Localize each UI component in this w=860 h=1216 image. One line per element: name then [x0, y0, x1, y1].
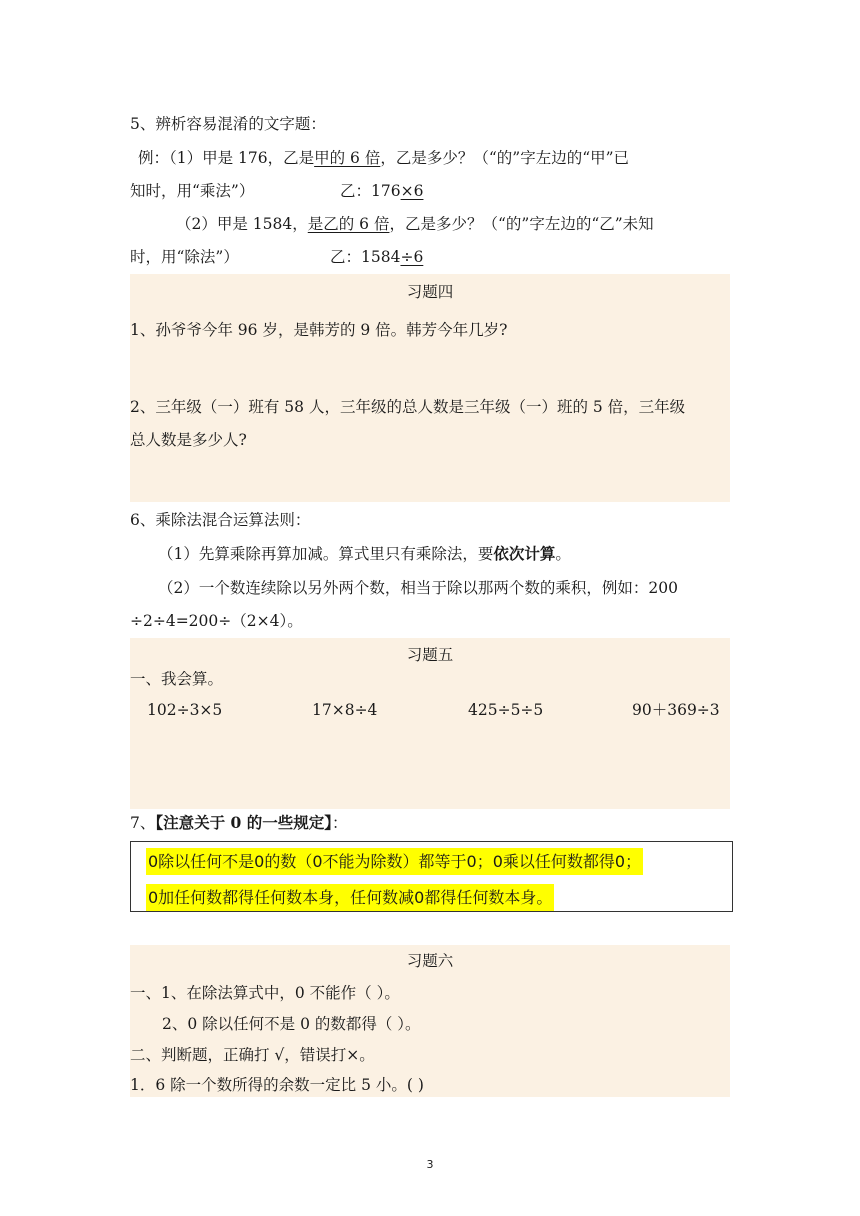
example-2-answer-op: ÷6 [400, 248, 424, 266]
exercise-5-item: 17×8÷4 [312, 701, 378, 719]
example-2-text-a: （2）甲是 1584， [176, 215, 308, 233]
section-7-number: 7、 [130, 814, 156, 832]
example-1-text-b: ，乙是多少？（“的”字左边的“甲”已 [380, 149, 630, 167]
example-1-answer-text: 乙：176 [340, 182, 401, 200]
rule-1-end: 。 [555, 545, 571, 563]
exercise-4-box [130, 274, 730, 502]
section-7-heading: 【注意关于 0 的一些规定】 [155, 813, 332, 832]
exercise-6-question-1: 一、1、在除法算式中，0 不能作（ ）。 [130, 984, 400, 1002]
example-1-text-a: 例：（1）甲是 176，乙是 [138, 149, 315, 167]
rule-1 [158, 544, 571, 564]
page-number: 3 [426, 1158, 434, 1171]
zero-rule-line-2-text: 0加任何数都得任何数本身，任何数减0都得任何数本身。 [146, 884, 554, 911]
example-2-line-2: 时，用“除法”） [130, 248, 239, 266]
example-1-answer-op: ×6 [400, 182, 424, 200]
example-1-answer [340, 181, 423, 201]
exercise-5-item: 102÷3×5 [147, 701, 223, 719]
section-7-colon: ： [331, 814, 348, 832]
exercise-5-subtitle: 一、我会算。 [130, 670, 224, 688]
exercise-4-question-2-line-1: 2、三年级（一）班有 58 人，三年级的总人数是三年级（一）班的 5 倍，三年级 [130, 398, 686, 416]
rule-2-line-2: ÷2÷4=200÷（2×4）。 [130, 612, 303, 630]
exercise-6-question-3: 二、判断题，正确打 √，错误打×。 [130, 1046, 375, 1064]
zero-rule-line-1-text: 0除以任何不是0的数（0不能为除数）都等于0；0乘以任何数都得0； [146, 848, 643, 875]
exercise-6-question-2: 2、0 除以任何不是 0 的数都得（ ）。 [162, 1015, 421, 1033]
example-2-underlined: 是乙的 6 倍 [307, 215, 390, 233]
exercise-4-question-2-line-2: 总人数是多少人? [130, 431, 247, 449]
example-1-underlined: 甲的 6 倍 [314, 149, 381, 167]
rule-1-text: （1）先算乘除再算加减。算式里只有乘除法，要 [158, 545, 494, 563]
exercise-5-title: 习题五 [406, 646, 454, 664]
exercise-6-question-4: 1．6 除一个数所得的余数一定比 5 小。( ) [130, 1076, 424, 1094]
exercise-6-title: 习题六 [406, 952, 454, 970]
exercise-4-question-1: 1、孙爷爷今年 96 岁，是韩芳的 9 倍。韩芳今年几岁? [130, 321, 508, 339]
section-5-title: 5、辨析容易混淆的文字题： [130, 115, 326, 133]
example-2-answer-text: 乙：1584 [330, 248, 401, 266]
section-6-title: 6、乘除法混合运算法则： [130, 511, 311, 529]
rule-1-bold: 依次计算 [493, 544, 556, 563]
exercise-5-item: 425÷5÷5 [468, 701, 544, 719]
example-1-line-1 [138, 148, 629, 168]
example-2-answer [330, 247, 423, 267]
exercise-5-item: 90＋369÷3 [632, 701, 720, 719]
rule-2-line-1: （2）一个数连续除以另外两个数，相当于除以那两个数的乘积，例如：200 [158, 579, 678, 597]
section-7-title [130, 813, 347, 833]
zero-rule-line-2 [146, 888, 554, 908]
exercise-4-title: 习题四 [406, 283, 454, 301]
example-2-text-b: ，乙是多少？（“的”字左边的“乙”未知 [389, 215, 654, 233]
example-1-line-2: 知时，用“乘法”） [130, 182, 255, 200]
example-2-line-1 [176, 214, 654, 234]
zero-rule-line-1 [146, 852, 643, 872]
